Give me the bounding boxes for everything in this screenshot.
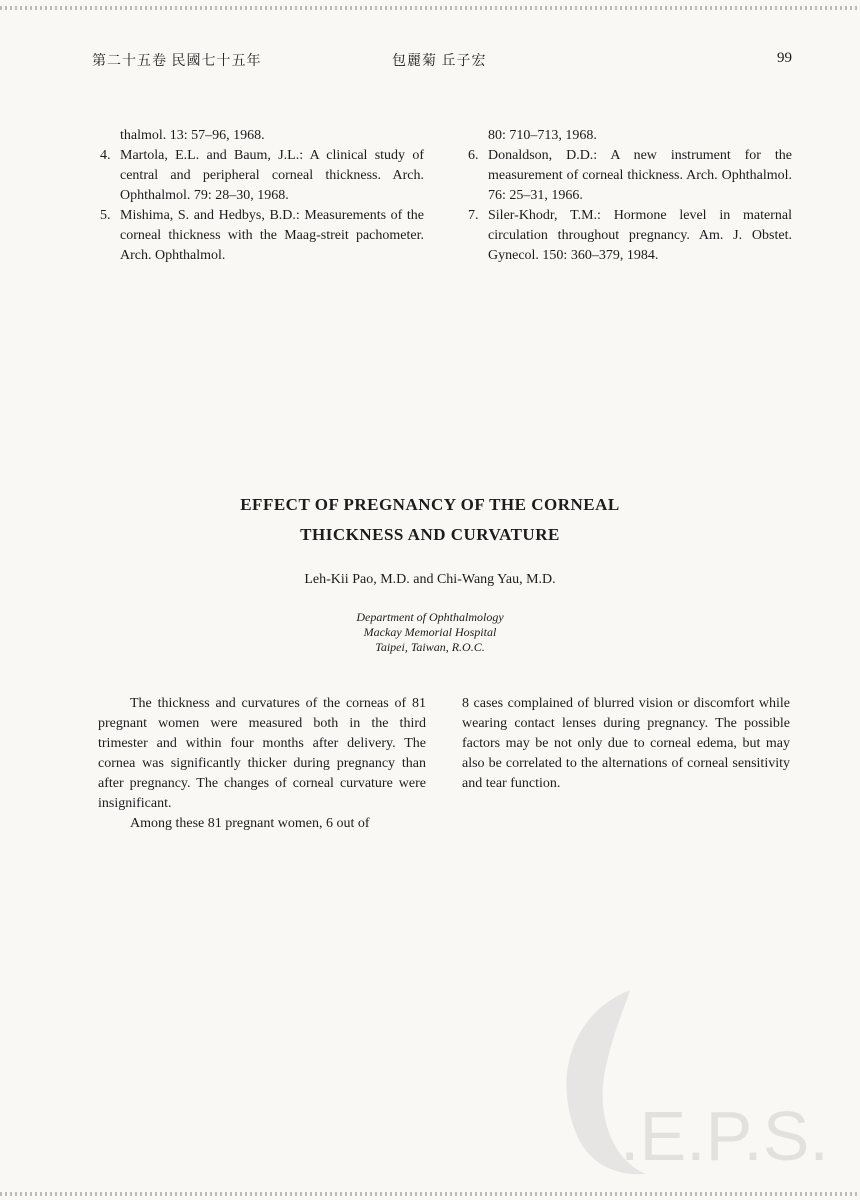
reference-continuation [462, 126, 792, 146]
abstract-paragraph: The thickness and curvatures of the corneas of 81 pregnant women were measured both in the third trimester and within four months after delivery. The cornea was significantly thicker during pregnancy than after pregnancy. The changes of corneal curvature were insignificant. [98, 696, 426, 811]
reference-number: 4. [100, 148, 111, 163]
affiliation-department: Department of Ophthalmology [356, 610, 504, 624]
reference-6 [462, 146, 792, 206]
reference-number: 7. [468, 208, 479, 223]
article-title-line-1: EFFECT OF PREGNANCY OF THE CORNEAL [240, 495, 620, 514]
affiliation-hospital: Mackay Memorial Hospital [363, 625, 497, 639]
reference-number: 5. [100, 208, 111, 223]
reference-text: Donaldson, D.D.: A new instrument for the measurement of corneal thickness. Arch. Ophthalmol. 76: 25–31, 1966. [488, 148, 792, 203]
running-head-authors: 包麗菊 丘子宏 [392, 54, 487, 69]
reference-text: 80: 710–713, 1968. [488, 128, 597, 143]
references-right-column [462, 126, 792, 266]
reference-text: Siler-Khodr, T.M.: Hormone level in maternal circulation throughout pregnancy. Am. J. Obstet. Gynecol. 150: 360–379, 1984. [488, 208, 792, 263]
reference-text: thalmol. 13: 57–96, 1968. [120, 128, 265, 143]
reference-text: Mishima, S. and Hedbys, B.D.: Measurements of the corneal thickness with the Maag-streit pachometer. Arch. Ophthalmol. [120, 208, 424, 263]
reference-7 [462, 206, 792, 266]
reference-4 [94, 146, 424, 206]
references-left-column [94, 126, 424, 266]
reference-text: Martola, E.L. and Baum, J.L.: A clinical study of central and peripheral corneal thickness. Arch. Ophthalmol. 79: 28–30, 1968. [120, 148, 424, 203]
page-number: 99 [777, 50, 792, 66]
abstract-paragraph: Among these 81 pregnant women, 6 out of [130, 816, 370, 831]
scan-edge-bottom [0, 1192, 860, 1196]
affiliation-location: Taipei, Taiwan, R.O.C. [375, 640, 485, 654]
article-authors: Leh-Kii Pao, M.D. and Chi-Wang Yau, M.D. [304, 572, 556, 587]
ceps-watermark-logo [548, 988, 838, 1178]
article-title-line-2: THICKNESS AND CURVATURE [300, 525, 560, 544]
watermark-text: .E.P.S. [620, 1097, 829, 1175]
running-head [92, 50, 792, 72]
abstract-right-column [462, 694, 790, 794]
reference-number: 6. [468, 148, 479, 163]
abstract-paragraph: 8 cases complained of blurred vision or discomfort while wearing contact lenses during pregnancy. The possible factors may be not only due to corneal edema, but may also be correlated to the alternations of corneal sensitivity and tear function. [462, 696, 790, 791]
reference-continuation [94, 126, 424, 146]
reference-5 [94, 206, 424, 266]
scan-edge-top [0, 6, 860, 10]
abstract-left-column [98, 694, 426, 834]
affiliation [0, 610, 860, 655]
running-head-volume: 第二十五卷 民國七十五年 [92, 54, 262, 69]
